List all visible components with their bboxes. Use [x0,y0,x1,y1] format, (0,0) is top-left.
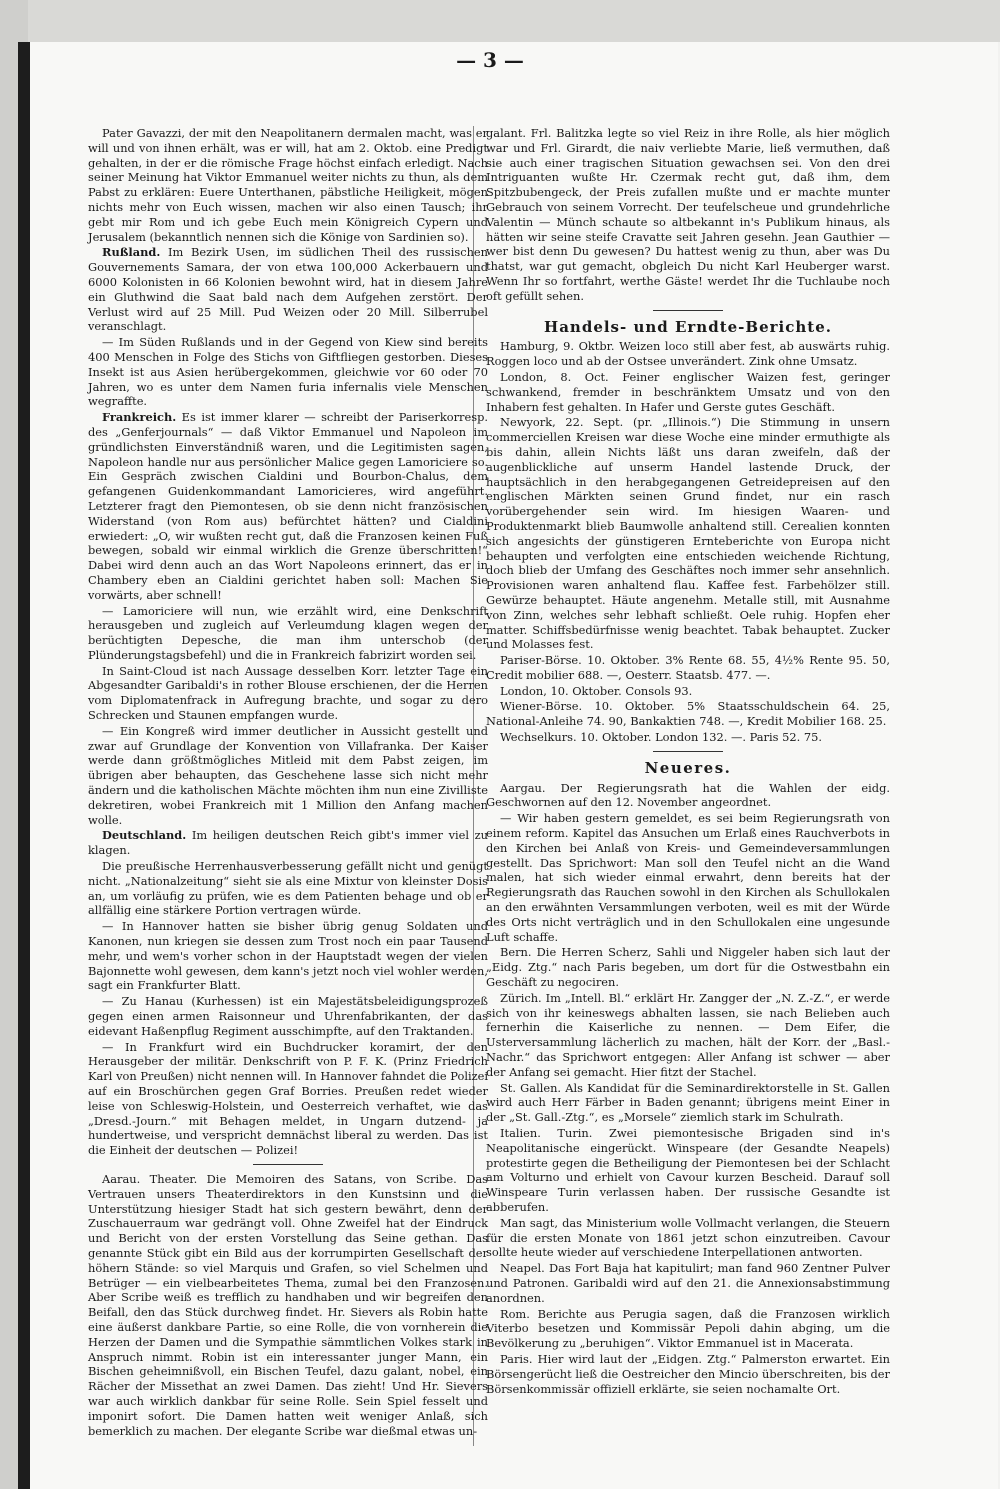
separator-rule [653,751,723,752]
paragraph-russland-kiew: — Im Süden Rußlands und in der Gegend von Kiew sind bereits 400 Menschen in Folge des Stichs von Giftfliegen gestorben. Dieses Insekt ist aus Asien herübergekommen, gleichwie vor 60 oder 70 Jahren, wo es unter dem Namen furia infernalis viele Menschen wegraffte. [88,335,488,409]
report-wechselkurs: Wechselkurs. 10. Oktober. London 132. —. Paris 52. 75. [500,730,822,745]
news-rom: Rom. Berichte aus Perugia sagen, daß die Franzosen wirklich Viterbo besetzen und Kommissär Pepoli dahin abging, um die Bevölkerung zu „beruhigen“. Viktor Emmanuel ist in Macerata. [486,1306,890,1351]
paragraph-theater-continued: galant. Frl. Balitzka legte so viel Reiz in ihre Rolle, als hier möglich war und Frl. Girardt, die naiv verliebte Marie, ließ vermuthen, daß sie auch einer tragischen Situation gewachsen sei. Von den drei Intriguanten wußte Hr. Czermak recht gut, daß ihm, dem Spitzbubengeck, der Preis zufallen mußte und er machte munter Gebrauch von seinem Vorrecht. Der teufelscheue und grundehrliche Valentin — Münch schaute so altbekannt in's Publikum hinaus, als hätten wir seine steife Cravatte seit Jahren gesehn. Jean Gauthier — wer bist denn Du gewesen? Du hattest wenig zu thun, aber was Du thatst, war gut gemacht, obgleich Du nicht Karl Heuberger warst. Wenn Ihr so fortfahrt, werthe Gäste! werdet Ihr die Tuchlaube noch oft gefüllt sehen. [486,126,890,303]
paragraph-herrenhaus: Die preußische Herrenhausverbesserung gefällt nicht und genügt nicht. „Nationalzeitung“ sieht sie als eine Mixtur von kleinster Dosis an, um vorläufig zu prüfen, wie es dem Patienten behage und ob er allfällig eine stärkere Portion vertragen würde. [88,859,488,918]
section-lead-russland: Rußland. [102,245,161,260]
paragraph-lamoriciere: — Lamoriciere will nun, wie erzählt wird, eine Denkschrift herausgeben und zugleich auf Verleumdung klagen wegen der berüchtigten Depesche, die man ihm unterschob (der Plünderungstagsbefehl) und die in Frankreich fabrizirt worden sei. [88,603,488,662]
paragraph-frankfurt: — In Frankfurt wird ein Buchdrucker koramirt, der den Herausgeber der militär. Denkschrift von P. F. K. (Prinz Friedrich Karl von Preußen) nicht nennen will. In Hannover fahndet die Polizei auf ein Broschürchen gegen Graf Borries. Preußen redet wieder leise von Schleswig-Holstein, und Oesterreich verhaftet, wie das „Dresd.-Journ.“ mit Behagen meldet, in Ungarn dutzend- ja hundertweise, und verspricht demnächst liberal zu werden. Das ist die Einheit der deutschen — Polizei! [88,1039,488,1158]
paragraph-deutschland: Deutschland. Im heiligen deutschen Reich gibt's immer viel zu klagen. [88,828,488,858]
paragraph-hannover: — In Hannover hatten sie bisher übrig genug Soldaten und Kanonen, nun kriegen sie dessen zum Trost noch ein paar Tausend mehr, und wem's vorher schon in der Hauptstadt wegen der vielen Bajonnette wohl gewesen, dem kann's jetzt noch viel wohler werden, sagt ein Frankfurter Blatt. [88,919,488,993]
news-neapel: Neapel. Das Fort Baja hat kapitulirt; man fand 960 Zentner Pulver und Patronen. Garibaldi wird auf den 21. die Annexionsabstimmung anordnen. [486,1261,890,1305]
section-lead-deutschland: Deutschland. [102,828,187,843]
news-aargau: Aargau. Der Regierungsrath hat die Wahlen der eidg. Geschwornen auf den 12. November angeordnet. [486,780,890,810]
paragraph-aarau-theater: Aarau. Theater. Die Memoiren des Satans, von Scribe. Das Vertrauen unsers Theaterdirektors in den Kunstsinn und die Unterstützung hiesiger Stadt hat sich gestern bewährt, denn der Zuschauerraum war gedrängt voll. Ohne Zweifel hat der Eindruck und Bericht von der ersten Vorstellung das Seine gethan. Das genannte Stück gibt ein Bild aus der korrumpirten Gesellschaft der höhern Stände: so viel Marquis und Grafen, so viel Schelmen und Betrüger — ein vielbearbeitetes Thema, zumal bei den Franzosen. Aber Scribe weiß es trefflich zu handhaben und wir begreifen den Beifall, den das Stück durchweg findet. Hr. Sievers als Robin hatte eine äußerst dankbare Partie, so eine Rolle, die von vornherein die Herzen der Damen und die Sympathie sämmtlichen Volkes stark in Anspruch nimmt. Robin ist ein interessanter junger Mann, ein Bischen geheimnißvoll, ein Bischen Teufel, dazu galant, nobel, ein Rächer der Missethat an zwei Damen. Das zieht! Und Hr. Sievers war auch wirklich dankbar für seine Rolle. Sein Spiel fesselt und imponirt sofort. Die Damen hatten weit weniger Anlaß, sich bemerklich zu machen. Der elegante Scribe war dießmal etwas un- [88,1171,488,1438]
paragraph-kongress: — Ein Kongreß wird immer deutlicher in Aussicht gestellt und zwar auf Grundlage der Konvention von Villafranka. Der Kaiser werde dann größtmögliches Mitleid mit dem Pabst zeigen, im übrigen aber behaupten, das Geschehene lasse sich nicht mehr ändern und die katholischen Mächte möchten ihm nun eine Zivilliste dekretiren, wobei Frankreich mit 1 Million den Anfang machen wolle. [88,723,488,827]
report-hamburg: Hamburg, 9. Oktbr. Weizen loco still aber fest, ab auswärts ruhig. Roggen loco und ab der Ostsee unverändert. Zink ohne Umsatz. [486,339,890,369]
page-edge-shadow [18,42,30,1489]
report-wiener-boerse: Wiener-Börse. 10. Oktober. 5% Staatsschuldschein 64. 25, National-Anleihe 74. 90, Bankaktien 748. —, Kredit Mobilier 168. 25. [486,699,890,729]
report-pariser-boerse: Pariser-Börse. 10. Oktober. 3% Rente 68. 55, 4½% Rente 95. 50, Credit mobilier 688. —, Oesterr. Staatsb. 477. —. [486,653,890,682]
report-london-consols: London, 10. Oktober. Consols 93. [500,683,693,698]
section-heading-handelsberichte: Handels- und Erndte-Berichte. [544,317,832,336]
paragraph-gavazzi: Pater Gavazzi, der mit den Neapolitanern dermalen macht, was er will und von ihnen erhält, was er will, hat am 2. Oktob. eine Predigt gehalten, in der er die römische Frage höchst einfach erledigt. Nach seiner Meinung hat Viktor Emmanuel weiter nichts zu thun, als dem Pabst zu erklären: Euere Unterthanen, päbstliche Heiligkeit, mögen nichts mehr von Euch wissen, machen wir also einen Tausch; ihr gebt mir Rom und ich gebe Euch mein Königreich Cypern und Jerusalem (bekanntlich nennen sich die Könige von Sardinien so). [88,126,488,244]
news-st-gallen: St. Gallen. Als Kandidat für die Seminardirektorstelle in St. Gallen wird auch Herr Färber in Baden genannt; übrigens meint Einer in der „St. Gall.-Ztg.“, es „Morsele“ ziemlich stark im Schulrath. [486,1080,890,1125]
news-bern: Bern. Die Herren Scherz, Sahli und Niggeler haben sich laut der „Eidg. Ztg.“ nach Paris begeben, um dort für die Ostwestbahn ein Geschäft zu negociren. [486,945,890,990]
news-zuerich: Zürich. Im „Intell. Bl.“ erklärt Hr. Zangger der „N. Z.-Z.“, er werde sich von ihr keineswegs abhalten lassen, sie nach Belieben auch fernerhin die Kaiserliche zu nennen. — Dem Eifer, die Usterversammlung lächerlich zu machen, hält der Korr. der „Basl.-Nachr.“ das Sprichwort entgegen: Aller Anfang ist schwer — aber der Anfang sei gemacht. Hier fitzt der Stachel. [486,990,890,1079]
separator-rule [253,1164,323,1165]
news-paris: Paris. Hier wird laut der „Eidgen. Ztg.“ Palmerston erwartet. Ein Börsengerücht ließ die Oestreicher den Mincio überschreiten, bis der Börsenkommissär offiziell erklärte, sie seien nochamalte Ort. [486,1351,890,1396]
left-column [88,126,488,1439]
paragraph-frankreich: Frankreich. Es ist immer klarer — schreibt der Pariserkorresp. des „Genferjournals“ — daß Viktor Emmanuel und Napoleon im gründlichsten Einverständniß waren, und die Legitimisten sagen, Napoleon handle nur aus persönlicher Malice gegen Lamoriciere so. Ein Gespräch zwischen Cialdini und Bourbon-Chalus, dem gefangenen Guidenkommandant Lamoricieres, wird angeführt. Letzterer fragt den Piemontesen, ob sie denn nicht französischen Widerstand (von Rom aus) befürchtet hätten? und Cialdini erwiedert: „O, wir wußten recht gut, daß die Franzosen keinen Fuß bewegen, sobald wir einmal wirklich die Grenze überschritten!“ Dabei wird denn auch an das Wort Napoleons erinnert, das er in Chambery eben an Cialdini gerichtet haben soll: Machen Sie vorwärts, aber schnell! [88,410,488,602]
section-heading-neueres: Neueres. [644,758,732,777]
news-rauchverbot: — Wir haben gestern gemeldet, es sei beim Regierungsrath von einem reform. Kapitel das Ansuchen um Erlaß eines Rauchverbots in den Kirchen bei Anlaß von Kreis- und Gemeindeversammlungen gestellt. Das Sprichwort: Man soll den Teufel nicht an die Wand malen, hat sich wieder einmal erwahrt, denn bereits hat der Regierungsrath das Rauchen sowohl in den Kirchen als Schullokalen an den erwähnten Versammlungen verboten, weil es mit der Würde des Orts nicht verträglich und in den Schullokalen eine ungesunde Luft schaffe. [486,811,890,944]
report-london: London, 8. Oct. Feiner englischer Waizen fest, geringer schwankend, fremder in beschränktem Umsatz und von den Inhabern fest gehalten. In Hafer und Gerste gutes Geschäft. [486,369,890,414]
page-number: — 3 — [456,48,524,72]
section-lead-frankreich: Frankreich. [102,410,177,425]
separator-rule [653,310,723,311]
news-italien-turin: Italien. Turin. Zwei piemontesische Brigaden sind in's Neapolitanische eingerückt. Winspeare (der Gesandte Neapels) protestirte gegen die Betheiligung der Piemontesen bei der Schlacht am Volturno und erhielt von Cavour kurzen Bescheid. Darauf soll Winspeare Turin verlassen haben. Der russische Gesandte ist abberufen. [486,1126,890,1214]
scan-margin-top [0,0,1000,42]
report-newyork: Newyork, 22. Sept. (pr. „Illinois.“) Die Stimmung in unsern commerciellen Kreisen war diese Woche eine minder ermuthigte als bis dahin, allein Nichts läßt uns daran zweifeln, daß der augenblickliche auf unserm Handel lastende Druck, der hauptsächlich in den herabgegangenen Getreidepreisen auf den englischen Märkten seinen Grund findet, nur ein rasch vorübergehender sein wird. Im hiesigen Waaren- und Produktenmarkt blieb Baumwolle anhaltend still. Cerealien konnten sich angesichts der günstigeren Ernteberichte von Europa nicht behaupten und verfolgten eine entschieden weichende Richtung, doch blieb der Umfang des Geschäftes noch immer sehr ansehnlich. Provisionen waren anhaltend flau. Kaffee fest. Farbehölzer still. Gewürze behauptet. Häute angenehm. Metalle still, mit Ausnahme von Zinn, welches sehr lebhaft schließt. Oele ruhig. Hopfen eher matter. Schiffsbedürfnisse wenig beachtet. Tabak behauptet. Zucker und Molasses fest. [486,415,890,652]
paragraph-hanau: — Zu Hanau (Kurhessen) ist ein Majestätsbeleidigungsprozeß gegen einen armen Raisonneur und Uhrenfabrikanten, der das eidevant Haßenpflug Regiment ausschimpfte, auf den Traktanden. [88,994,488,1038]
paragraph-saint-cloud: In Saint-Cloud ist nach Aussage desselben Korr. letzter Tage ein Abgesandter Garibaldi's in rother Blouse erschienen, der die Herren vom Diplomatenfrack in Aufregung brachte, und sogar zu dero Schrecken und Staunen empfangen wurde. [88,663,488,723]
right-column [486,126,890,1397]
paragraph-russland: Rußland. Im Bezirk Usen, im südlichen Theil des russischen Gouvernements Samara, der von etwa 100,000 Ackerbauern und 6000 Kolonisten in 66 Kolonien bewohnt wird, hat in diesem Jahre ein Gluthwind die Saat bald nach dem Aufgehen zerstört. Der Verlust wird auf 25 Mill. Pud Weizen oder 20 Mill. Silberrubel veranschlagt. [88,245,488,334]
news-ministerium: Man sagt, das Ministerium wolle Vollmacht verlangen, die Steuern für die ersten Monate von 1861 jetzt schon einzutreiben. Cavour sollte heute wieder auf verschiedene Interpellationen antworten. [486,1215,890,1260]
